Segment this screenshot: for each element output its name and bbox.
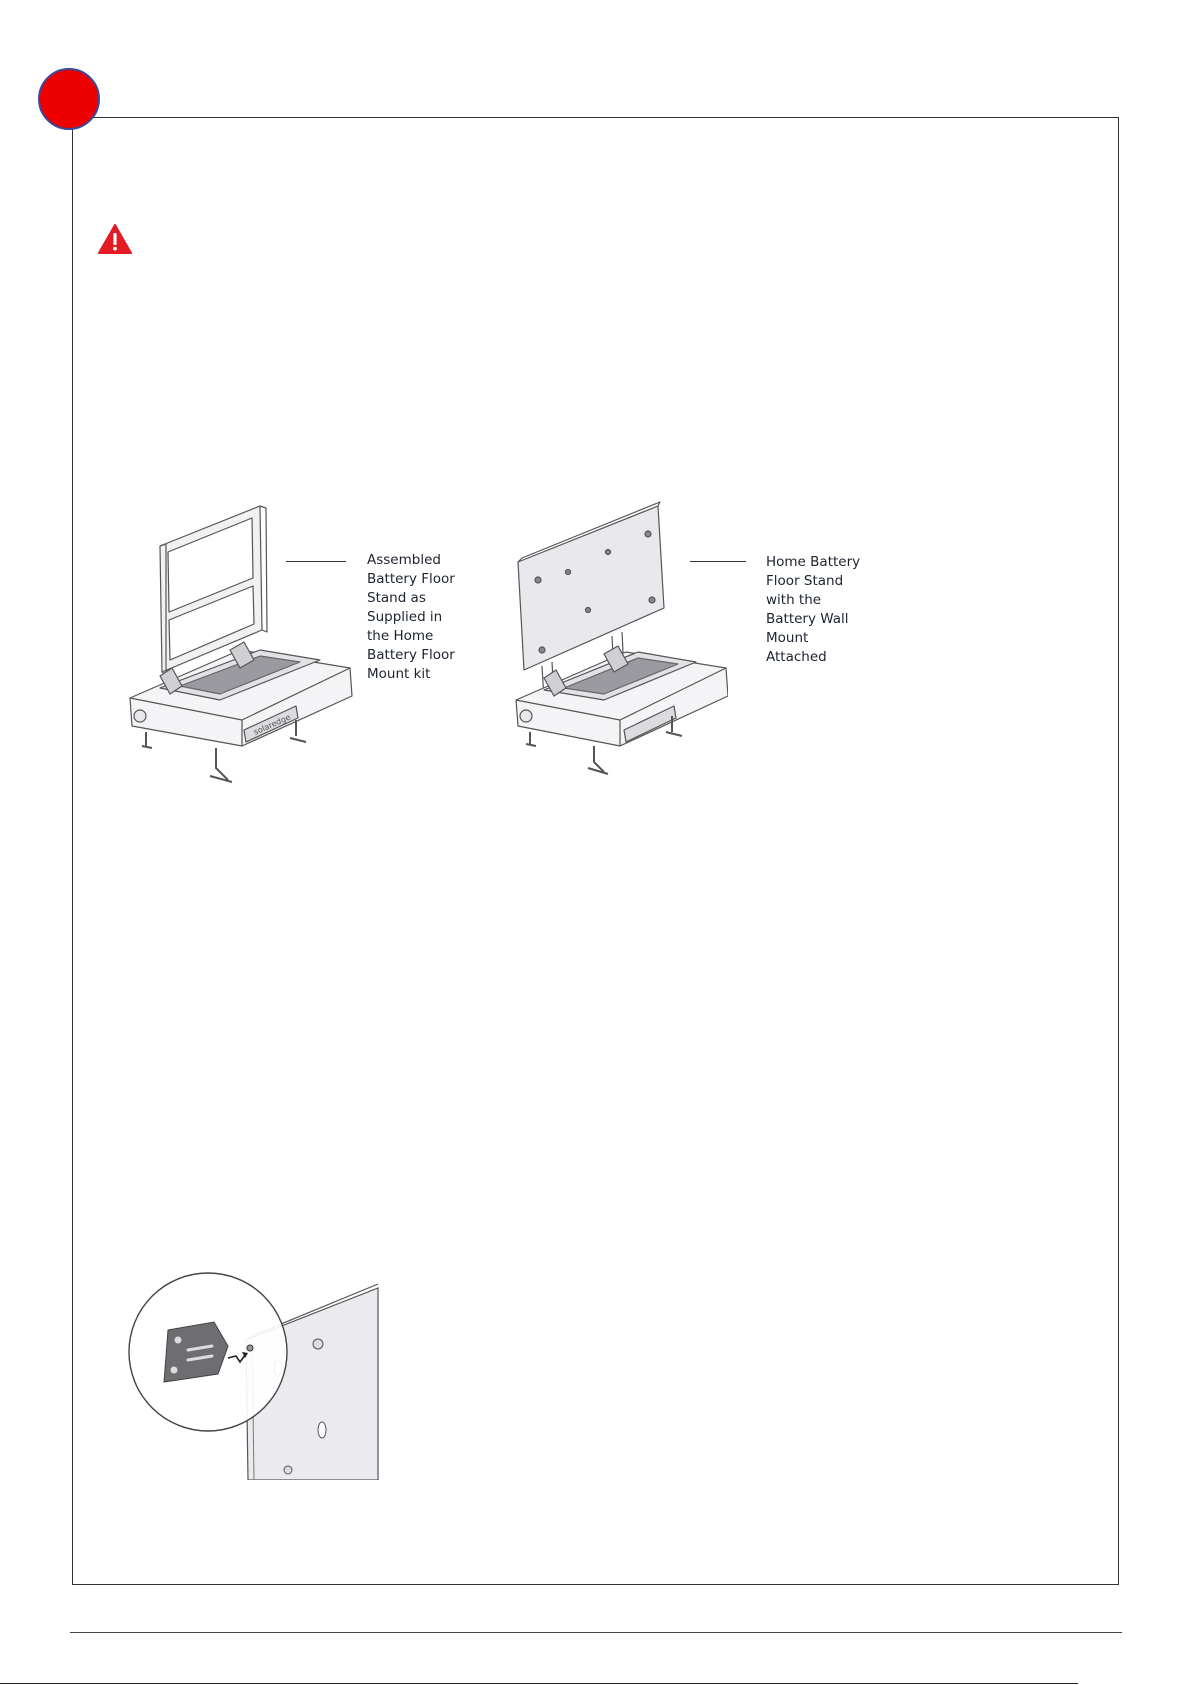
stand-logo-text: solaredge — [252, 712, 292, 737]
callout-stand-with-mount: Home Battery Floor Stand with the Battery Wall Mount Attached — [766, 554, 861, 665]
warning-triangle-icon — [98, 224, 132, 254]
callout-assembled-stand: Assembled Battery Floor Stand as Supplied in the Home Battery Floor Mount kit — [367, 552, 455, 682]
wall-mount-bracket-detail-figure — [128, 1270, 388, 1480]
callout-leader-line-2 — [690, 561, 746, 562]
stand-with-wall-mount-figure — [508, 500, 728, 780]
bottom-rule — [0, 1683, 1078, 1684]
footer-rule — [70, 1632, 1122, 1633]
callout-leader-line — [286, 561, 346, 562]
assembled-floor-stand-figure — [120, 500, 360, 790]
step-badge — [38, 68, 100, 130]
